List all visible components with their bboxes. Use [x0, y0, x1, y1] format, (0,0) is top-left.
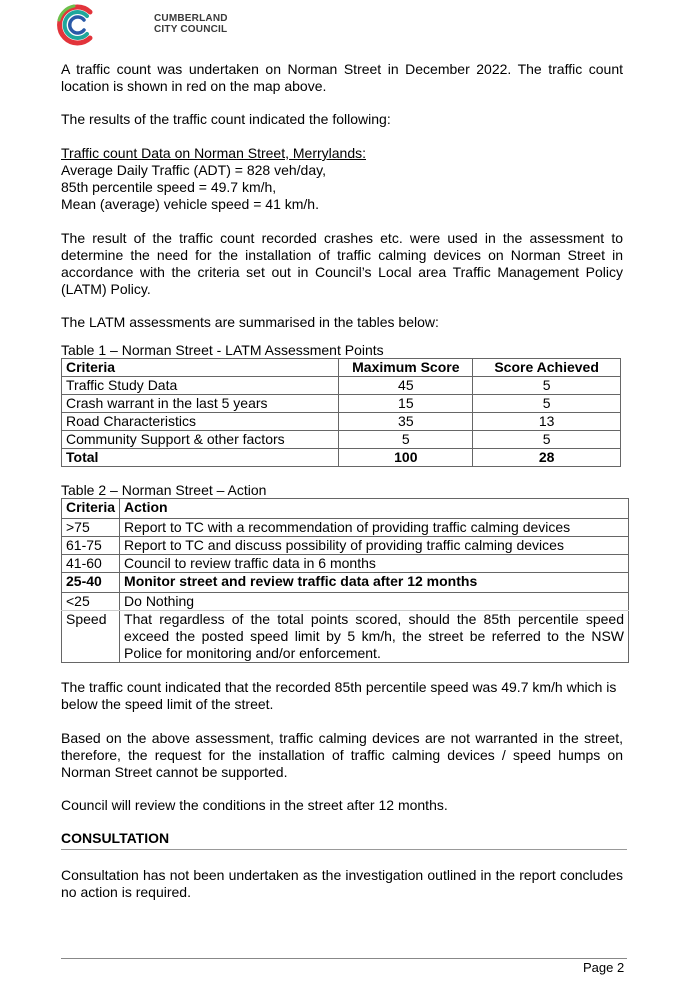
document-body — [61, 61, 623, 901]
paragraph-traffic-count: A traffic count was undertaken on Norman Street in December 2022. The traffic count location is shown in red on the map above. — [61, 61, 623, 94]
table2-header-criteria: Criteria — [62, 499, 120, 519]
traffic-data-block — [61, 145, 623, 213]
table2-cell: Report to TC and discuss possibility of providing traffic calming devices — [120, 537, 629, 555]
table2-cell: Speed — [62, 611, 120, 663]
table2-action — [61, 498, 629, 663]
table1-cell: 5 — [473, 431, 621, 449]
table-row — [62, 537, 629, 555]
traffic-data-title: Traffic count Data on Norman Street, Merrylands: — [61, 145, 367, 161]
table2-cell: That regardless of the total points scored, should the 85th percentile speed exceed the posted speed limit by 5 km/h, the street be referred to the NSW Police for monitoring and/or enforcement. — [120, 611, 629, 663]
table1-cell: 13 — [473, 413, 621, 431]
table2-cell: >75 — [62, 519, 120, 537]
table2-caption: Table 2 – Norman Street – Action — [61, 482, 267, 498]
table-row — [62, 519, 629, 537]
paragraph-latm-summary: The LATM assessments are summarised in the tables below: — [61, 314, 439, 330]
council-logo-mark — [54, 2, 100, 48]
table1-header-score-achieved: Score Achieved — [473, 359, 621, 377]
table1-cell: 5 — [339, 431, 473, 449]
paragraph-review: Council will review the conditions in the street after 12 months. — [61, 797, 448, 813]
table1-cell: 15 — [339, 395, 473, 413]
page-number: Page 2 — [583, 960, 625, 975]
table2-header-row — [62, 499, 629, 519]
table-row — [62, 611, 629, 663]
paragraph-speed-result: The traffic count indicated that the recorded 85th percentile speed was 49.7 km/h which is below the speed limit of the street. — [61, 679, 617, 712]
paragraph-conclusion: Based on the above assessment, traffic calming devices are not warranted in the street, therefore, the request for the installation of traffic calming devices / speed humps on Norman Street cannot be supported. — [61, 730, 623, 780]
table2-cell: 41-60 — [62, 555, 120, 573]
paragraph-assessment: The result of the traffic count recorded crashes etc. were used in the assessment to determine the need for the installation of traffic calming devices on Norman Street in accordance with the criteria set out in Council’s Local area Traffic Management Policy (LATM) Policy. — [61, 230, 623, 297]
table1-cell: Crash warrant in the last 5 years — [62, 395, 339, 413]
paragraph-consultation: Consultation has not been undertaken as the investigation outlined in the report concludes no action is required. — [61, 867, 623, 900]
table-row — [62, 431, 621, 449]
heading-divider — [61, 849, 627, 850]
table1-cell: Community Support & other factors — [62, 431, 339, 449]
traffic-data-85th: 85th percentile speed = 49.7 km/h, — [61, 179, 277, 195]
table1-total-label: Total — [62, 449, 339, 467]
table1-latm-points — [61, 358, 621, 467]
traffic-data-mean: Mean (average) vehicle speed = 41 km/h. — [61, 196, 319, 212]
table1-cell: Road Characteristics — [62, 413, 339, 431]
table1-cell: 45 — [339, 377, 473, 395]
table1-header-max-score: Maximum Score — [339, 359, 473, 377]
table1-total-max: 100 — [339, 449, 473, 467]
section-heading-consultation: CONSULTATION — [61, 830, 170, 846]
table-row — [62, 593, 629, 611]
table-row — [62, 573, 629, 593]
paragraph-results-intro: The results of the traffic count indicated the following: — [61, 111, 391, 127]
table-row — [62, 377, 621, 395]
table1-header-row — [62, 359, 621, 377]
table1-total-row — [62, 449, 621, 467]
council-name — [154, 13, 228, 35]
table1-cell: 5 — [473, 395, 621, 413]
council-logo — [54, 2, 228, 48]
council-name-line2: CITY COUNCIL — [154, 24, 228, 35]
footer-divider — [61, 958, 627, 959]
table-row — [62, 555, 629, 573]
council-name-line1: CUMBERLAND — [154, 13, 228, 24]
table2-cell: Do Nothing — [120, 593, 629, 611]
table1-caption: Table 1 – Norman Street - LATM Assessment Points — [61, 342, 384, 358]
table-row — [62, 395, 621, 413]
table1-cell: 35 — [339, 413, 473, 431]
table1-cell: Traffic Study Data — [62, 377, 339, 395]
table2-cell: Monitor street and review traffic data after 12 months — [120, 573, 629, 593]
table2-cell: 61-75 — [62, 537, 120, 555]
table2-cell: Report to TC with a recommendation of providing traffic calming devices — [120, 519, 629, 537]
table2-cell: Council to review traffic data in 6 months — [120, 555, 629, 573]
table1-header-criteria: Criteria — [62, 359, 339, 377]
table1-total-achieved: 28 — [473, 449, 621, 467]
table-row — [62, 413, 621, 431]
traffic-data-adt: Average Daily Traffic (ADT) = 828 veh/day, — [61, 162, 326, 178]
table2-cell: <25 — [62, 593, 120, 611]
table2-cell: 25-40 — [62, 573, 120, 593]
table2-header-action: Action — [120, 499, 629, 519]
table1-cell: 5 — [473, 377, 621, 395]
